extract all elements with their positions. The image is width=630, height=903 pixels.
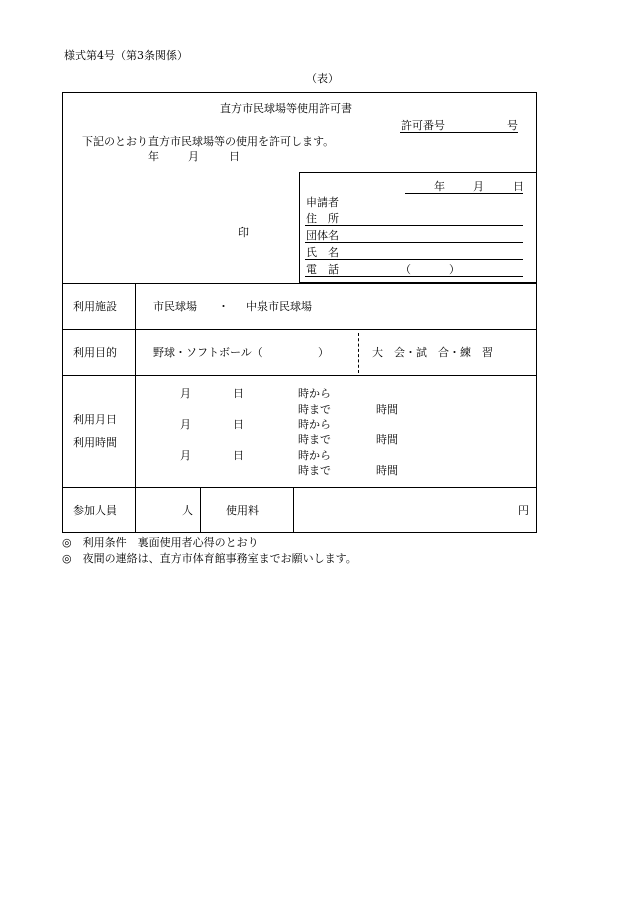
purpose-sport-option[interactable]: 野球・ソフトボール（	[153, 346, 263, 359]
applicant-phone-paren-close: ）	[449, 263, 460, 276]
applicant-label: 申請者	[306, 196, 339, 209]
participants-unit[interactable]: 人	[182, 504, 193, 517]
note-usage-conditions: ◎ 利用条件 裏面使用者心得のとおり	[62, 536, 259, 549]
datetime-month[interactable]: 月	[180, 449, 191, 462]
seal-mark: 印	[238, 226, 249, 239]
row-divider	[62, 375, 537, 376]
datetime-day[interactable]: 日	[233, 418, 244, 431]
datetime-day[interactable]: 日	[233, 387, 244, 400]
facility-label: 利用施設	[73, 300, 117, 313]
permit-title: 直方市民球場等使用許可書	[220, 102, 352, 115]
datetime-to[interactable]: 時まで	[298, 464, 331, 477]
applicant-address-label: 住 所	[306, 212, 339, 225]
datetime-month[interactable]: 月	[180, 387, 191, 400]
cell-divider	[200, 487, 201, 533]
purpose-divider	[358, 333, 359, 373]
permit-date-year: 年	[148, 150, 159, 163]
datetime-from[interactable]: 時から	[298, 418, 331, 431]
row-divider	[62, 283, 537, 284]
participants-label: 参加人員	[73, 504, 117, 517]
applicant-phone-label: 電 話	[306, 263, 339, 276]
note-night-contact: ◎ 夜間の連絡は、直方市体育館事務室までお願いします。	[62, 552, 357, 565]
purpose-sport-close: ）	[318, 346, 329, 359]
row-divider	[62, 329, 537, 330]
fee-unit[interactable]: 円	[518, 504, 529, 517]
applicant-name-field[interactable]	[305, 259, 523, 260]
permit-date-month: 月	[188, 150, 199, 163]
applicant-date-month: 月	[473, 180, 484, 193]
purpose-label: 利用目的	[73, 346, 117, 359]
applicant-address-field[interactable]	[305, 225, 523, 226]
form-side-label: （表）	[306, 72, 339, 85]
datetime-hours[interactable]: 時間	[376, 433, 398, 446]
permit-number-suffix: 号	[507, 119, 518, 132]
datetime-from[interactable]: 時から	[298, 387, 331, 400]
datetime-hours[interactable]: 時間	[376, 464, 398, 477]
datetime-label-date: 利用月日	[73, 413, 117, 426]
permit-number-label: 許可番号	[401, 119, 445, 132]
applicant-group-field[interactable]	[305, 242, 523, 243]
applicant-name-label: 氏 名	[306, 246, 339, 259]
row-divider	[62, 487, 537, 488]
form-number: 様式第4号（第3条関係）	[64, 49, 188, 62]
fee-label: 使用料	[226, 504, 259, 517]
datetime-to[interactable]: 時まで	[298, 403, 331, 416]
facility-option-nakaizumi[interactable]: 中泉市民球場	[246, 300, 312, 313]
applicant-group-label: 団体名	[306, 229, 339, 242]
applicant-date-day: 日	[513, 180, 524, 193]
applicant-date-line[interactable]	[405, 193, 523, 194]
datetime-label-time: 利用時間	[73, 436, 117, 449]
facility-option-city[interactable]: 市民球場	[153, 300, 197, 313]
applicant-phone-field[interactable]	[305, 276, 523, 277]
permit-date-day: 日	[229, 150, 240, 163]
label-column-divider	[135, 283, 136, 533]
applicant-date-year: 年	[434, 180, 445, 193]
facility-separator: ・	[218, 300, 229, 313]
datetime-month[interactable]: 月	[180, 418, 191, 431]
applicant-phone-paren-open: （	[400, 263, 411, 276]
permit-statement: 下記のとおり直方市民球場等の使用を許可します。	[82, 135, 335, 148]
datetime-to[interactable]: 時まで	[298, 433, 331, 446]
datetime-day[interactable]: 日	[233, 449, 244, 462]
datetime-hours[interactable]: 時間	[376, 403, 398, 416]
cell-divider	[293, 487, 294, 533]
permit-number-line[interactable]	[400, 132, 518, 133]
datetime-from[interactable]: 時から	[298, 449, 331, 462]
purpose-event-options[interactable]: 大 会・試 合・練 習	[372, 346, 493, 359]
